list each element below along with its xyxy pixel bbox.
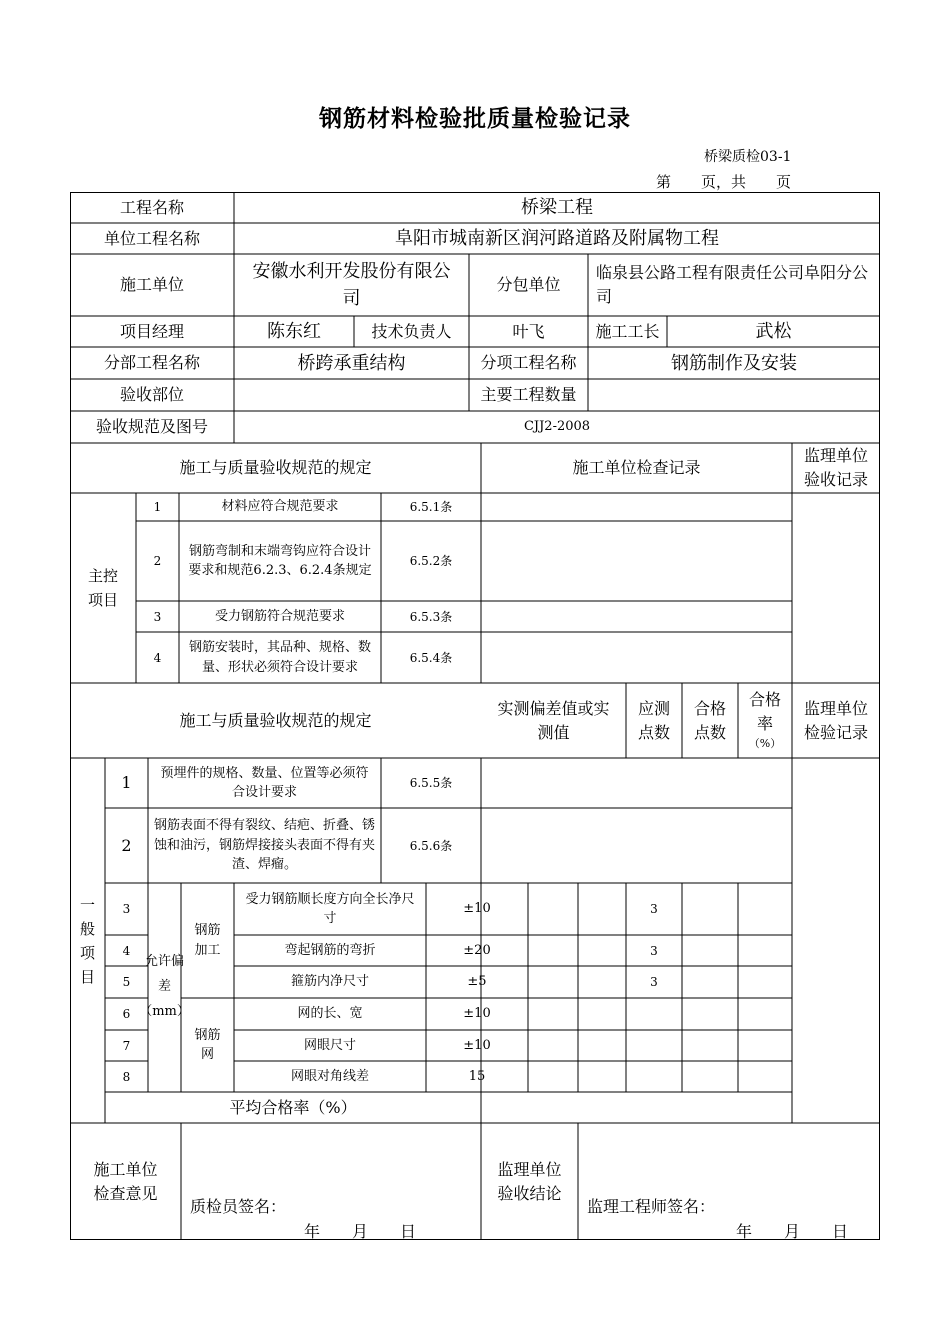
inspector-signature: 质检员签名： <box>190 1197 287 1216</box>
project-name-value: 桥梁工程 <box>521 197 593 218</box>
general-item-text: 钢筋表面不得有裂纹、结疤、折叠、锈蚀和油污，钢筋焊接接头表面不得有夹渣、焊瘤。 <box>153 818 375 873</box>
technical-lead-label: 技术负责人 <box>371 321 452 341</box>
rebar-processing-group: 钢筋加工 <box>194 923 221 958</box>
tolerance-item-value: 15 <box>468 1068 486 1084</box>
main-item-clause: 6.5.4条 <box>409 650 453 665</box>
rate-header <box>738 683 792 758</box>
tolerance-item-text: 网眼对角线差 <box>290 1068 369 1084</box>
project-name-label: 工程名称 <box>119 197 184 217</box>
general-spec-header: 施工与质量验收规范的规定 <box>179 710 372 730</box>
project-manager-label: 项目经理 <box>119 321 184 341</box>
date-right: 年 月 日 <box>736 1222 849 1241</box>
location-value <box>234 379 469 411</box>
spec-label: 验收规范及图号 <box>95 417 208 436</box>
document-title: 钢筋材料检验批质量检验记录 <box>319 106 631 132</box>
main-item-text: 钢筋弯制和末端弯钩应符合设计要求和规范6.2.3、6.2.4条规定 <box>188 543 372 578</box>
tolerance-item-no: 3 <box>122 902 131 916</box>
tolerance-item-no: 8 <box>122 1069 131 1084</box>
tolerance-item-text: 箍筋内净尺寸 <box>290 974 369 990</box>
form-number: 桥梁质检03-1 <box>704 149 792 165</box>
contractor-label: 施工单位 <box>119 275 184 294</box>
main-item-text: 受力钢筋符合规范要求 <box>214 608 345 624</box>
general-supervisor-header: 监理单位检验记录 <box>803 698 868 742</box>
general-item-no: 2 <box>121 835 132 855</box>
main-item-no: 1 <box>153 500 162 514</box>
general-item-text: 预埋件的规格、数量、位置等必须符合设计要求 <box>160 765 369 800</box>
main-item-clause: 6.5.2条 <box>409 554 453 568</box>
quantity-value <box>588 379 880 411</box>
unit-project-value: 阜阳市城南新区润河路道路及附属物工程 <box>395 228 719 249</box>
main-supervisor-header: 监理单位验收记录 <box>803 446 868 489</box>
main-item-text: 钢筋安装时，其品种、规格、数量、形状必须符合设计要求 <box>188 640 371 675</box>
unit-project-label: 单位工程名称 <box>103 228 200 248</box>
tolerance-label: 允许偏差（mm） <box>139 954 190 1019</box>
engineer-signature: 监理工程师签名： <box>587 1197 716 1216</box>
location-label: 验收部位 <box>119 385 184 404</box>
tolerance-item-value: ±5 <box>467 974 487 990</box>
tolerance-item-points <box>626 1030 682 1061</box>
general-section-label: 一般项目 <box>79 895 95 986</box>
tolerance-item-value: ±10 <box>463 1037 491 1053</box>
tolerance-item-no: 4 <box>122 943 131 958</box>
division-value: 桥跨承重结构 <box>297 352 406 374</box>
qualified-header: 合格点数 <box>693 698 726 742</box>
tolerance-item-value: ±10 <box>463 901 491 917</box>
subcontractor-value: 临泉县公路工程有限责任公司阜阳分公司 <box>596 263 869 306</box>
main-control-section-label: 主控项目 <box>87 567 118 609</box>
tolerance-item-text: 网眼尺寸 <box>303 1037 356 1053</box>
foreman-label: 施工工长 <box>595 321 660 341</box>
technical-lead-value: 叶飞 <box>512 321 545 341</box>
tolerance-item-value: ±10 <box>463 1006 491 1022</box>
tolerance-item-text: 网的长、宽 <box>297 1006 363 1022</box>
tolerance-item-points: 3 <box>650 902 658 916</box>
supervisor-conclusion-label: 监理单位验收结论 <box>497 1159 562 1203</box>
project-manager-value: 陈东红 <box>267 321 321 342</box>
contractor-value: 安徽水利开发股份有限公司 <box>252 261 451 309</box>
main-item-clause: 6.5.1条 <box>409 500 453 514</box>
tolerance-item-text: 受力钢筋顺长度方向全长净尺寸 <box>245 891 415 926</box>
main-item-no: 3 <box>153 609 162 624</box>
tolerance-item-no: 7 <box>122 1038 131 1053</box>
points-header: 应测点数 <box>637 698 670 742</box>
contractor-opinion-label: 施工单位检查意见 <box>93 1159 158 1203</box>
general-item-clause: 6.5.6条 <box>409 838 453 853</box>
quantity-label: 主要工程数量 <box>480 385 577 404</box>
date-left: 年 月 日 <box>304 1222 417 1241</box>
main-item-no: 4 <box>153 650 162 665</box>
average-rate-label: 平均合格率（%） <box>229 1097 357 1117</box>
subcontractor-label: 分包单位 <box>496 275 561 294</box>
tolerance-item-text: 弯起钢筋的弯折 <box>284 942 376 958</box>
general-item-clause: 6.5.5条 <box>409 776 453 790</box>
subitem-label: 分项工程名称 <box>480 353 577 372</box>
main-item-no: 2 <box>153 554 162 568</box>
inspection-table <box>70 192 880 1240</box>
subitem-value: 钢筋制作及安装 <box>671 352 797 374</box>
division-label: 分部工程名称 <box>103 353 200 372</box>
main-item-clause: 6.5.3条 <box>409 609 453 624</box>
main-record-header: 施工单位检查记录 <box>572 458 701 477</box>
tolerance-item-no: 6 <box>122 1007 131 1021</box>
foreman-value: 武松 <box>755 321 792 342</box>
tolerance-item-value: ±20 <box>463 942 491 958</box>
rate-header-label: 合格率 <box>748 690 781 734</box>
tolerance-item-points <box>626 1061 682 1092</box>
tolerance-item-points: 3 <box>650 943 658 958</box>
spec-value: CJJ2-2008 <box>523 419 591 435</box>
main-spec-header: 施工与质量验收规范的规定 <box>179 458 372 477</box>
rate-header-unit: （%） <box>748 737 782 751</box>
main-item-text: 材料应符合规范要求 <box>221 499 339 515</box>
tolerance-item-points: 3 <box>650 975 658 989</box>
tolerance-item-no: 5 <box>122 975 131 989</box>
measured-header: 实测偏差值或实测值 <box>497 698 610 742</box>
general-item-no: 1 <box>121 773 132 792</box>
rebar-mesh-group: 钢筋网 <box>194 1027 221 1062</box>
tolerance-item-points <box>626 998 682 1030</box>
page-indicator: 第 页，共 页 <box>656 173 792 191</box>
